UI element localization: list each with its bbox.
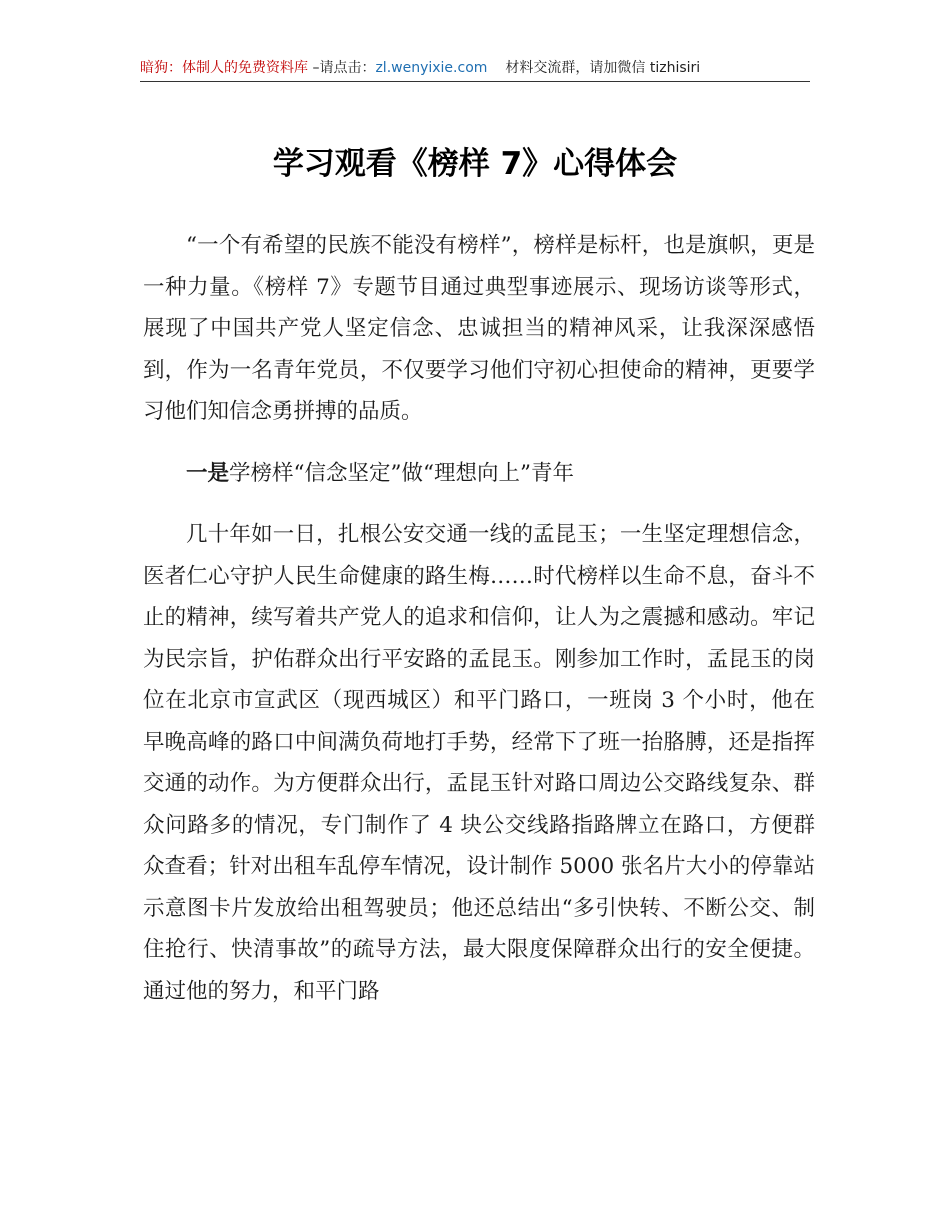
page-header (140, 58, 810, 82)
page-title: 学习观看《榜样 7》心得体会 (272, 146, 678, 182)
header-contact: 材料交流群，请加微信 tizhisiri (505, 60, 701, 76)
section-heading-text: 学榜样“信念坚定”做“理想向上”青年 (229, 460, 574, 486)
section-heading (143, 453, 815, 495)
document-body (143, 225, 815, 1012)
section-heading-lead: 一是 (186, 460, 230, 486)
paragraph-body: 几十年如一日，扎根公安交通一线的孟昆玉；一生坚定理想信念，医者仁心守护人民生命健康的路生梅……时代榜样以生命不息，奋斗不止的精神，续写着共产党人的追求和信仰，让人为之震撼和感动。牢记为民宗旨，护佑群众出行平安路的孟昆玉。刚参加工作时，孟昆玉的岗位在北京市宣武区（现西城区）和平门路口，一班岗 3 个小时，他在早晚高峰的路口中间满负荷地打手势，经常下了班一抬胳膊，还是指挥交通的动作。为方便群众出行，孟昆玉针对路口周边公交路线复杂、群众问路多的情况，专门制作了 4 块公交线路指路牌立在路口，方便群众查看；针对出租车乱停车情况，设计制作 5000 张名片大小的停靠站示意图卡片发放给出租驾驶员；他还总结出“多引快转、不断公交、制住抢行、快清事故”的疏导方法，最大限度保障群众出行的安全便捷。通过他的努力，和平门路 (143, 522, 815, 1004)
header-brand: 暗狗：体制人的免费资料库 (140, 60, 308, 76)
header-url-link[interactable]: zl.wenyixie.com (375, 60, 488, 76)
header-click-hint: –请点击： (308, 60, 376, 76)
paragraph-intro: “一个有希望的民族不能没有榜样”，榜样是标杆，也是旗帜，更是一种力量。《榜样 7》专题节目通过典型事迹展示、现场访谈等形式，展现了中国共产党人坚定信念、忠诚担当的精神风采，让我深深感悟到，作为一名青年党员，不仅要学习他们守初心担使命的精神，更要学习他们知信念勇拼搏的品质。 (143, 233, 815, 424)
